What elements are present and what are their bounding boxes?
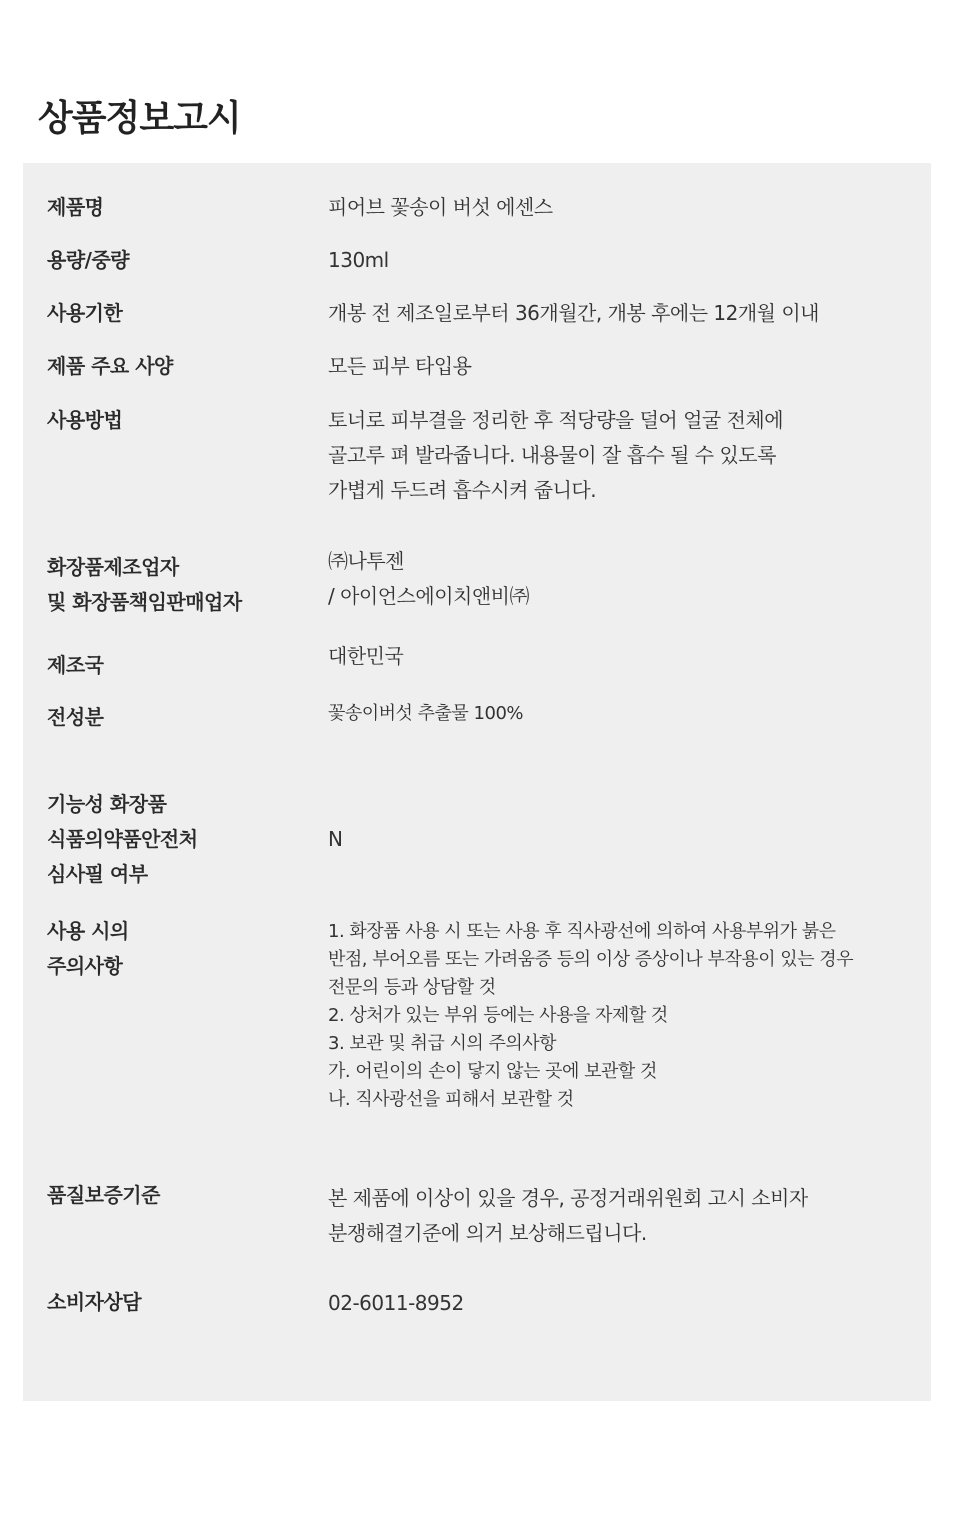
page-title: 상품정보고시 [38,98,241,139]
row-label: 사용 시의 주의사항 [47,919,129,978]
row-value: 피어브 꽃송이 버섯 에센스 [328,195,553,219]
row-label: 제조국 [47,653,104,677]
row-value: 대한민국 [328,644,404,668]
product-info-table [23,163,931,1401]
row-label: 화장품제조업자 및 화장품책임판매업자 [47,555,242,614]
row-label: 소비자상담 [47,1290,142,1314]
row-label: 사용기한 [47,301,123,325]
row-value: N [328,827,343,851]
row-label: 품질보증기준 [47,1183,160,1207]
row-label: 기능성 화장품 식품의약품안전처 심사필 여부 [47,792,198,886]
row-value: 토너로 피부결을 정리한 후 적당량을 덜어 얼굴 전체에 골고루 펴 발라줍니다. 내용물이 잘 흡수 될 수 있도록 가볍게 두드려 흡수시켜 줍니다. [328,408,784,502]
row-label: 용량/중량 [47,248,130,272]
row-value [328,1286,913,1321]
row-label: 전성분 [47,705,104,729]
customer-service-phone: 02-6011-8952 [328,1291,464,1315]
row-label: 사용방법 [47,408,123,432]
row-label: 제품명 [47,195,104,219]
row-value: 모든 피부 타입용 [328,354,472,378]
row-value: 꽃송이버섯 추출물 100% [328,703,524,724]
row-value: 본 제품에 이상이 있을 경우, 공정거래위원회 고시 소비자 분쟁해결기준에 의거 보상해드립니다. [328,1186,808,1245]
row-value: ㈜나투젠 / 아이언스에이치앤비㈜ [328,549,529,608]
row-value: 1. 화장품 사용 시 또는 사용 후 직사광선에 의하여 사용부위가 붉은 반점, 부어오름 또는 가려움증 등의 이상 증상이나 부작용이 있는 경우 전문의 등과 상담할 것 2. 상처가 있는 부위 등에는 사용을 자제할 것 3. 보관 및 취급 시의 주의사항 가. 어린이의 손이 닿지 않는 곳에 보관할 것 나. 직사광선을 피해서 보관할 것 [328,921,854,1110]
row-value: 130ml [328,248,389,272]
row-label: 제품 주요 사양 [47,354,173,378]
row-value: 개봉 전 제조일로부터 36개월간, 개봉 후에는 12개월 이내 [328,301,819,325]
